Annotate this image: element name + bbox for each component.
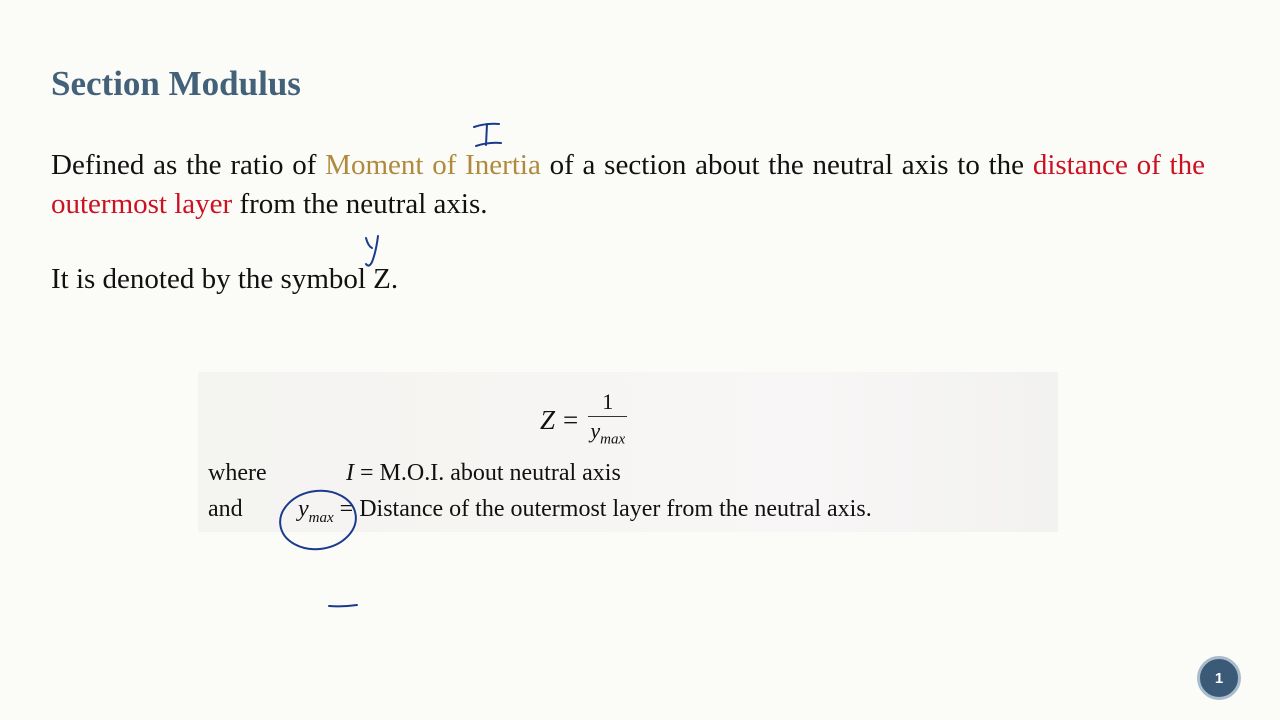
ymax-sub: max [308, 509, 334, 526]
denominator-sub: max [600, 431, 626, 448]
and-row [208, 496, 872, 527]
formula-equals: = [563, 405, 579, 436]
formula-denominator [590, 417, 625, 453]
definition-part-3: from the neutral axis. [232, 188, 488, 220]
dash-annotation [329, 605, 357, 606]
where-symbol: I [346, 460, 354, 486]
definition-part-1: Defined as the ratio of [51, 149, 326, 181]
formula-lhs: Z [540, 405, 556, 436]
definition-text [51, 146, 1205, 224]
ymax-symbol [298, 496, 334, 527]
formula-fraction [588, 388, 627, 453]
ymax-var: y [298, 496, 309, 522]
moment-of-inertia-term: Moment of Inertia [325, 149, 541, 181]
and-text: = Distance of the outermost layer from the neutral axis. [339, 496, 872, 522]
and-keyword: and [208, 496, 243, 522]
formula-scan-image [198, 372, 1058, 532]
where-row [208, 460, 621, 487]
definition-part-2: of a section about the neutral axis to the [540, 149, 1033, 181]
where-text: = M.O.I. about neutral axis [360, 460, 621, 486]
denominator-var: y [590, 418, 601, 443]
symbol-line: It is denoted by the symbol Z. [51, 263, 399, 295]
page-number-badge: 1 [1197, 656, 1241, 700]
outermost-layer-term: distance of the outermost layer [51, 149, 1205, 220]
formula-numerator: 1 [588, 388, 627, 417]
handwritten-i-annotation [474, 124, 501, 146]
where-keyword: where [208, 460, 267, 486]
section-modulus-formula [540, 388, 627, 453]
slide-title: Section Modulus [51, 64, 301, 103]
handwritten-y-annotation [366, 236, 378, 266]
